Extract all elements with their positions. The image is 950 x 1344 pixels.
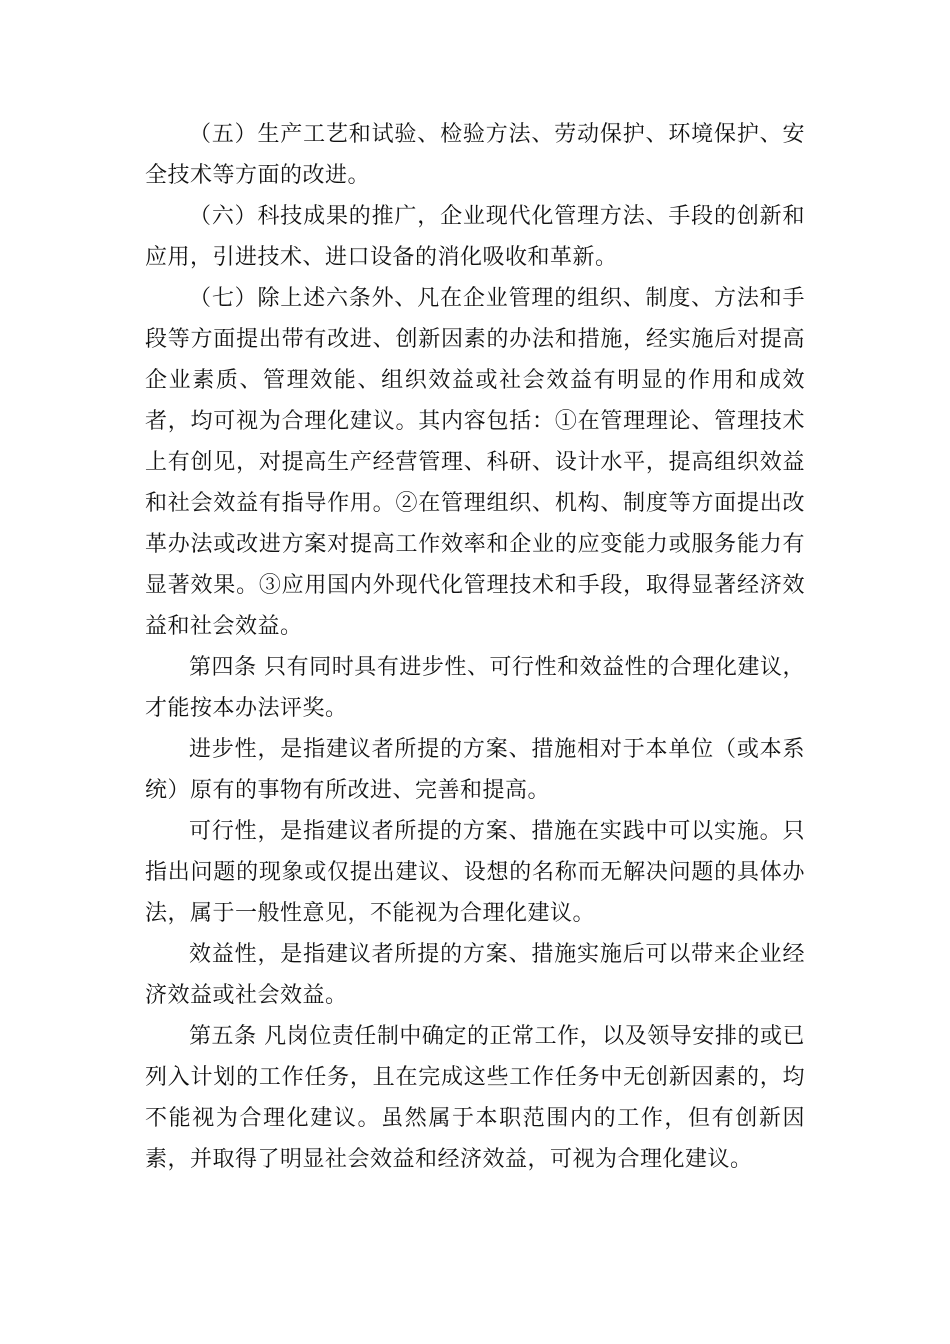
paragraph-article-5: 第五条 凡岗位责任制中确定的正常工作，以及领导安排的或已列入计划的工作任务，且在完成这些工作任务中无创新因素的，均不能视为合理化建议。虽然属于本职范围内的工作，但有创新因素，并取得了明显社会效益和经济效益，可视为合理化建议。 — [145, 1024, 805, 1172]
document-body — [145, 114, 805, 1180]
paragraph-item-7: （七）除上述六条外、凡在企业管理的组织、制度、方法和手段等方面提出带有改进、创新因素的办法和措施，经实施后对提高企业素质、管理效能、组织效益或社会效益有明显的作用和成效者，均可视为合理化建议。其内容包括：①在管理理论、管理技术上有创见，对提高生产经营管理、科研、设计水平，提高组织效益和社会效益有指导作用。②在管理组织、机构、制度等方面提出改革办法或改进方案对提高工作效率和企业的应变能力或服务能力有显著效果。③应用国内外现代化管理技术和手段，取得显著经济效益和社会效益。 — [145, 286, 805, 639]
paragraph-feasibility: 可行性，是指建议者所提的方案、措施在实践中可以实施。只指出问题的现象或仅提出建议、设想的名称而无解决问题的具体办法，属于一般性意见，不能视为合理化建议。 — [145, 819, 805, 926]
paragraph-progressiveness: 进步性，是指建议者所提的方案、措施相对于本单位（或本系统）原有的事物有所改进、完善和提高。 — [145, 737, 805, 803]
paragraph-article-4: 第四条 只有同时具有进步性、可行性和效益性的合理化建议，才能按本办法评奖。 — [145, 655, 805, 721]
paragraph-item-5: （五）生产工艺和试验、检验方法、劳动保护、环境保护、安全技术等方面的改进。 — [145, 122, 805, 188]
paragraph-effectiveness: 效益性，是指建议者所提的方案、措施实施后可以带来企业经济效益或社会效益。 — [145, 942, 805, 1008]
paragraph-item-6: （六）科技成果的推广，企业现代化管理方法、手段的创新和应用，引进技术、进口设备的消化吸收和革新。 — [145, 204, 805, 270]
